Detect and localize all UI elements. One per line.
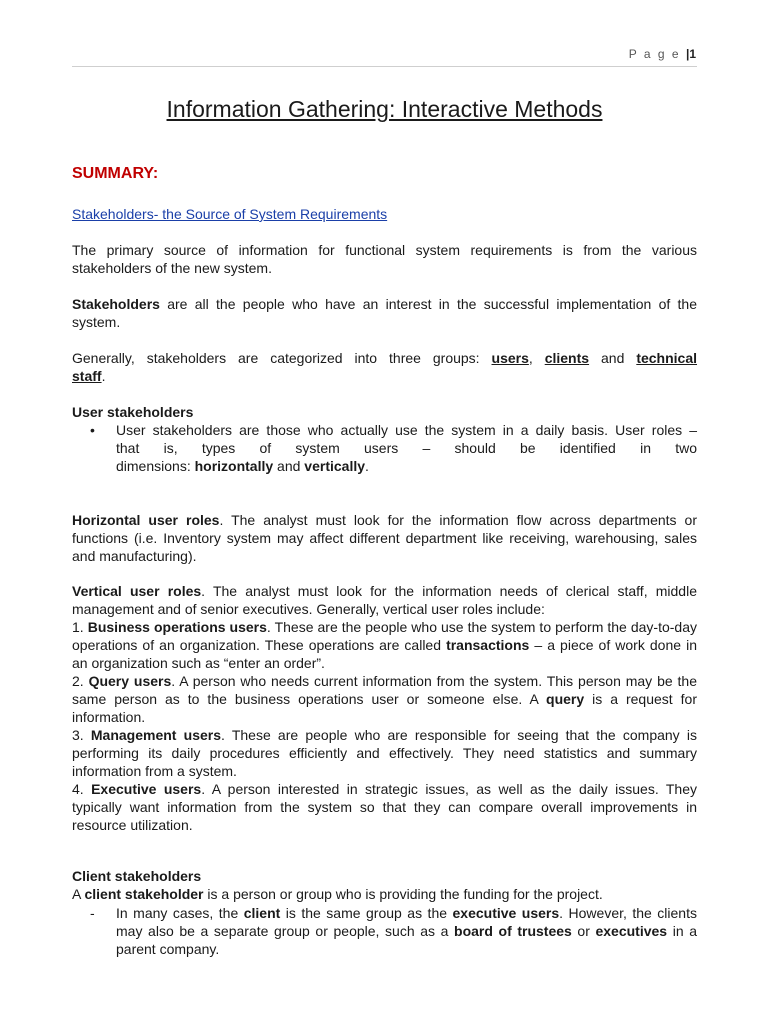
dash-item-text <box>116 904 697 958</box>
text: is a person or group who is providing the funding for the project. <box>203 886 603 902</box>
term-horizontally: horizontally <box>194 458 274 474</box>
paragraph-horizontal-roles <box>72 511 697 565</box>
section-vertical-roles <box>72 582 697 834</box>
term-technical: technical <box>636 350 698 366</box>
bullet-line-3 <box>116 457 697 475</box>
text: . These are the people who use the system to perform the day-to-day operations of an organization. These operations are called <box>72 619 698 653</box>
term-query-users: Query users <box>88 673 172 689</box>
text: . However, the clients may also be a separate group or people, such as a <box>116 905 697 939</box>
term-management-users: Management users <box>90 727 221 743</box>
term-vertically: vertically <box>304 458 366 474</box>
term-staff: staff <box>72 368 102 384</box>
text: , <box>528 350 545 366</box>
text: is a request for information. <box>72 691 697 725</box>
term-executive-users: Executive users <box>91 781 202 797</box>
text: in a parent company. <box>116 923 697 957</box>
groups-line-2 <box>72 367 697 385</box>
text: dimensions: <box>116 458 195 474</box>
page-separator: | <box>685 47 690 61</box>
item-number: 3. <box>72 727 91 743</box>
page-number: 1 <box>689 47 696 61</box>
term-client-stakeholder: client stakeholder <box>84 886 204 902</box>
term-clients: clients <box>544 350 590 366</box>
text: – a piece of work done in an organization such as “enter an order”. <box>72 637 697 671</box>
vertical-item-3 <box>72 726 697 780</box>
dash-icon: - <box>90 905 95 921</box>
vertical-item-2 <box>72 672 697 726</box>
text: . These are people who are responsible for seeing that the company is performing its daily procedures efficiently and effectively. They need statistics and summary information from a system. <box>72 727 697 779</box>
bullet-icon: • <box>90 422 95 438</box>
term-vertical-user-roles: Vertical user roles <box>72 583 202 599</box>
bullet-line-1: User stakeholders are those who actually use the system in a daily basis. User roles – <box>116 422 697 438</box>
term-stakeholders: Stakeholders <box>72 296 160 312</box>
groups-line-1 <box>72 349 697 367</box>
page-number-header <box>629 47 696 61</box>
stakeholders-link[interactable]: Stakeholders- the Source of System Requirements <box>72 206 388 222</box>
text: . The analyst must look for the information needs of clerical staff, middle management and of senior executives. Generally, vertical user roles include: <box>72 583 697 617</box>
term-executive-users: executive users <box>452 905 560 921</box>
paragraph-primary-source: The primary source of information for functional system requirements is from the various stakeholders of the new system. <box>72 242 697 276</box>
header-rule <box>72 66 697 67</box>
text: . The analyst must look for the information flow across departments or functions (i.e. Inventory system may affect different department like receiving, warehousing, sales and manufacturing). <box>72 512 697 564</box>
text: Generally, stakeholders are categorized into three groups: <box>72 350 492 366</box>
text: and <box>273 458 305 474</box>
vertical-item-4 <box>72 780 697 834</box>
item-number: 2. <box>72 673 89 689</box>
text: A <box>72 886 85 902</box>
user-stakeholders-bullet <box>72 421 697 475</box>
term-users: users <box>491 350 529 366</box>
client-definition <box>72 885 697 903</box>
text: In many cases, the <box>116 905 244 921</box>
paragraph-stakeholders <box>72 295 697 331</box>
text: . A person interested in strategic issues, as well as the daily issues. They typically want information from the system so that they can compare overall improvements in resource utilization. <box>72 781 697 833</box>
term-query: query <box>546 691 585 707</box>
bullet-line-2: that is, types of system users – should be identified in two <box>116 440 697 456</box>
text: . <box>365 458 369 474</box>
paragraph-groups <box>72 349 697 385</box>
section-client-stakeholders <box>72 867 697 903</box>
text: or <box>571 923 596 939</box>
term-horizontal-user-roles: Horizontal user roles <box>72 512 220 528</box>
term-board-of-trustees: board of trustees <box>454 923 572 939</box>
client-dash-item <box>72 904 697 958</box>
vertical-item-1 <box>72 618 697 672</box>
item-number: 4. <box>72 781 92 797</box>
text: is the same group as the <box>280 905 453 921</box>
text: and <box>589 350 637 366</box>
term-executives: executives <box>595 923 668 939</box>
client-stakeholders-heading: Client stakeholders <box>72 868 202 884</box>
term-transactions: transactions <box>446 637 530 653</box>
summary-heading: SUMMARY: <box>72 165 159 182</box>
bullet-text <box>116 421 697 475</box>
term-business-operations-users: Business operations users <box>87 619 267 635</box>
item-number: 1. <box>72 619 88 635</box>
text: . A person who needs current information from the system. This person may be the same person as to the business operations user or someone else. A <box>72 673 697 707</box>
page-label: P a g e <box>628 47 681 61</box>
text: are all the people who have an interest in the successful implementation of the system. <box>72 296 697 330</box>
text: . <box>101 368 106 384</box>
vertical-intro <box>72 582 697 618</box>
user-stakeholders-heading: User stakeholders <box>72 404 194 420</box>
term-client: client <box>243 905 281 921</box>
document-title: Information Gathering: Interactive Methods <box>166 96 603 122</box>
